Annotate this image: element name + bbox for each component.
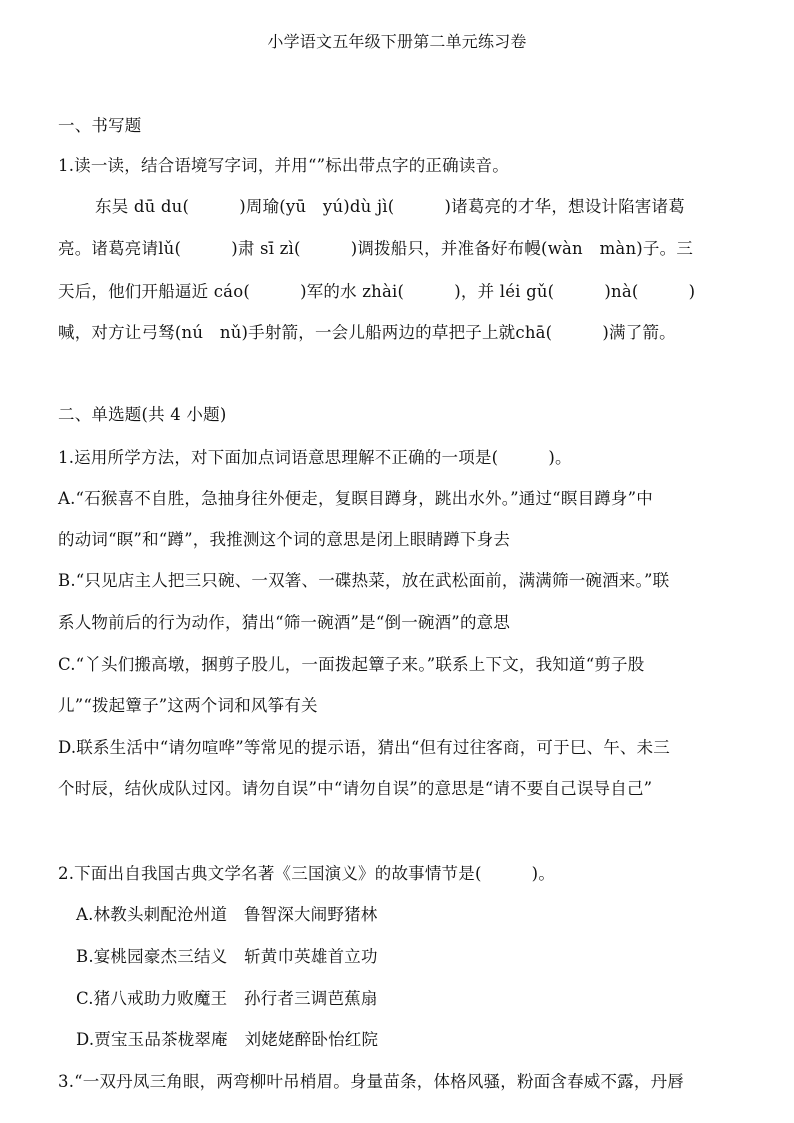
option-c-cont: 儿”“拨起簟子”这两个词和风筝有关	[58, 696, 318, 715]
section-heading-writing: 一、书写题	[58, 116, 142, 135]
question-prompt: 1.读一读，结合语境写字词，并用“”标出带点字的正确读音。	[58, 156, 509, 175]
option-a-cont: 的动词“瞑”和“蹲”，我推测这个词的意思是闭上眼睛蹲下身去	[58, 530, 511, 549]
section-heading-choice: 二、单选题(共 4 小题)	[58, 405, 227, 424]
option-b: B.“只见店主人把三只碗、一双箸、一碟热菜，放在武松面前，满满筛一碗酒来。”联	[58, 571, 670, 590]
question-stem: 3.“一双丹凤三角眼，两弯柳叶吊梢眉。身量苗条，体格风骚，粉面含春威不露，丹唇	[58, 1072, 684, 1091]
option-d: D.联系生活中“请勿喧哗”等常见的提示语，猜出“但有过往客商，可于巳、午、未三	[58, 738, 670, 757]
option-c: C.猪八戒助力败魔王 孙行者三调芭蕉扇	[76, 989, 378, 1008]
option-c: C.“丫头们搬高墩，捆剪子股儿，一面拨起簟子来。”联系上下文，我知道“剪子股	[58, 655, 645, 674]
option-d: D.贾宝玉品茶栊翠庵 刘姥姥醉卧怡红院	[76, 1030, 379, 1049]
passage-line: 天后，他们开船逼近 cáo( )军的水 zhài( )，并 léi gǔ( )nà( )	[58, 282, 696, 301]
option-a: A.林教头刺配沧州道 鲁智深大闹野猪林	[76, 905, 378, 924]
option-b-cont: 系人物前后的行为动作，猜出“筛一碗酒”是“倒一碗酒”的意思	[58, 613, 511, 632]
passage-line: 喊，对方让弓驽(nú nǔ)手射箭，一会儿船两边的草把子上就chā( )满了箭。	[58, 323, 676, 342]
option-a: A.“石猴喜不自胜，急抽身往外便走，复瞑目蹲身，跳出水外。”通过“瞑目蹲身”中	[58, 489, 653, 508]
passage-line: 东吴 dū du( )周瑜(yū yú)dù jì( )诸葛亮的才华，想设计陷害诸葛	[95, 197, 685, 216]
option-d-cont: 个时辰，结伙成队过冈。请勿自误”中“请勿自误”的意思是“请不要自己误导自己”	[58, 779, 653, 798]
question-stem: 1.运用所学方法，对下面加点词语意思理解不正确的一项是( )。	[58, 448, 572, 467]
question-stem: 2.下面出自我国古典文学名著《三国演义》的故事情节是( )。	[58, 864, 556, 883]
passage-line: 亮。诸葛亮请lǔ( )肃 sī zì( )调拨船只，并准备好布幔(wàn màn)子。三	[58, 239, 694, 258]
page-title: 小学语文五年级下册第二单元练习卷	[267, 32, 527, 51]
option-b: B.宴桃园豪杰三结义 斩黄巾英雄首立功	[76, 947, 378, 966]
